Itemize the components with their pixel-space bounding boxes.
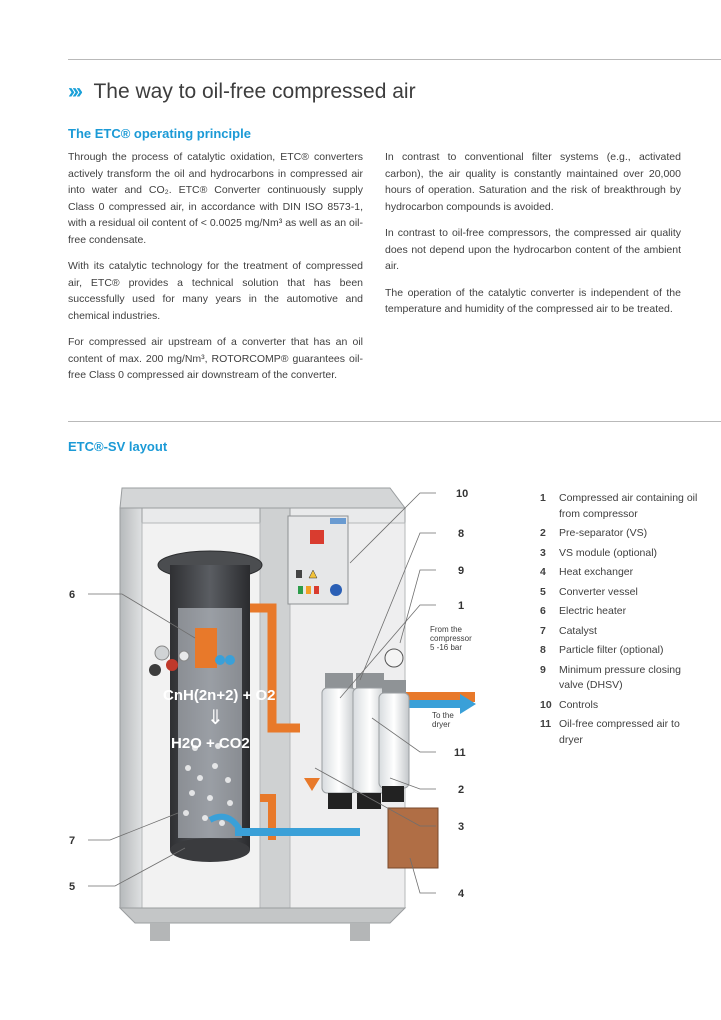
callout-10: 10 [456,488,469,500]
callout-4: 4 [458,888,465,900]
callout-7: 7 [69,835,76,847]
paragraph: In contrast to oil-free compressors, the compressed air quality does not depend upon the hydrocarbon content of the ambient air. [385,227,681,272]
formula-products: H2O + CO2 [171,735,250,752]
callout-3: 3 [458,821,465,833]
cabinet-base [120,908,405,923]
legend-item: 1 Compressed air containing oil from compressor [540,492,698,520]
legend-item: 4 Heat exchanger [540,566,634,578]
section-heading-layout: ETC®-SV layout [68,439,168,454]
top-divider [68,59,721,60]
callout-1: 1 [458,600,465,612]
legend-item: 10 Controls [540,698,599,711]
paragraph: For compressed air upstream of a converter that has an oil content of max. 200 mg/Nm³, ROTORCOMP® guarantees oil-free Class 0 compressed air downstream of the converter. [68,336,363,381]
chevrons-icon: ››› [68,80,80,103]
legend-item: 11 Oil-free compressed air to dryer [540,718,680,746]
callout-11: 11 [454,747,466,759]
foot-right [350,923,370,941]
cabinet-roof [120,488,405,508]
pressure-gauge-icon [385,649,403,667]
legend-item: 7 Catalyst [540,624,597,637]
callout-8: 8 [458,528,465,540]
legend-item: 2 Pre-separator (VS) [540,527,648,539]
text-column-left [68,149,363,394]
main-switch [310,530,324,544]
legend [540,491,700,752]
callout-9: 9 [458,565,465,577]
foot-left [150,923,170,941]
cabinet-illustration [60,468,510,948]
section-divider [68,421,721,422]
callout-6: 6 [69,589,76,601]
cabinet-left-wall [120,508,142,908]
legend-item: 3 VS module (optional) [540,546,658,559]
page-title [68,80,416,104]
paragraph: Through the process of catalytic oxidation, ETC® converters actively transform the oil and hydrocarbons in compressed air into water and CO₂. ETC® Converter continuously supply Class 0 compressed air, in accordance with DIN ISO 8573-1, with a residual oil content of < 0.0025 mg/Nm³ as well as an oil-free condensate. [68,151,363,246]
formula-reactants: CnH(2n+2) + O2 [163,687,276,704]
reaction-arrow-icon: ⇓ [207,707,224,729]
paragraph: In contrast to conventional filter systems (e.g., activated carbon), the air quality is constantly maintained over 20,000 hours of operation. Saturation and the risk of breakthrough by hydrocarbon compounds is avoided. [385,151,681,213]
section-heading-principle: The ETC® operating principle [68,126,251,141]
heat-exchanger [388,808,438,868]
page-title-text: The way to oil-free compressed air [93,80,416,103]
text-column-right [385,149,681,328]
electric-heater [195,628,217,668]
etc-sv-diagram [60,468,510,948]
callout-2: 2 [458,784,465,796]
inlet-label: From the compressor 5 -16 bar [430,625,472,652]
legend-item: 6 Electric heater [540,605,627,617]
paragraph: The operation of the catalytic converter is independent of the temperature and humidity of the compressed air to be treated. [385,286,681,315]
legend-item: 5 Converter vessel [540,585,638,598]
outlet-label: To the dryer [432,711,454,729]
callout-5: 5 [69,881,76,893]
legend-item: 8 Particle filter (optional) [540,644,664,656]
legend-item: 9 Minimum pressure closing valve (DHSV) [540,663,681,691]
paragraph: With its catalytic technology for the treatment of compressed air, ETC® provides a technical solution that has been successfully used for many years in the automotive and chemical industries. [68,260,363,322]
